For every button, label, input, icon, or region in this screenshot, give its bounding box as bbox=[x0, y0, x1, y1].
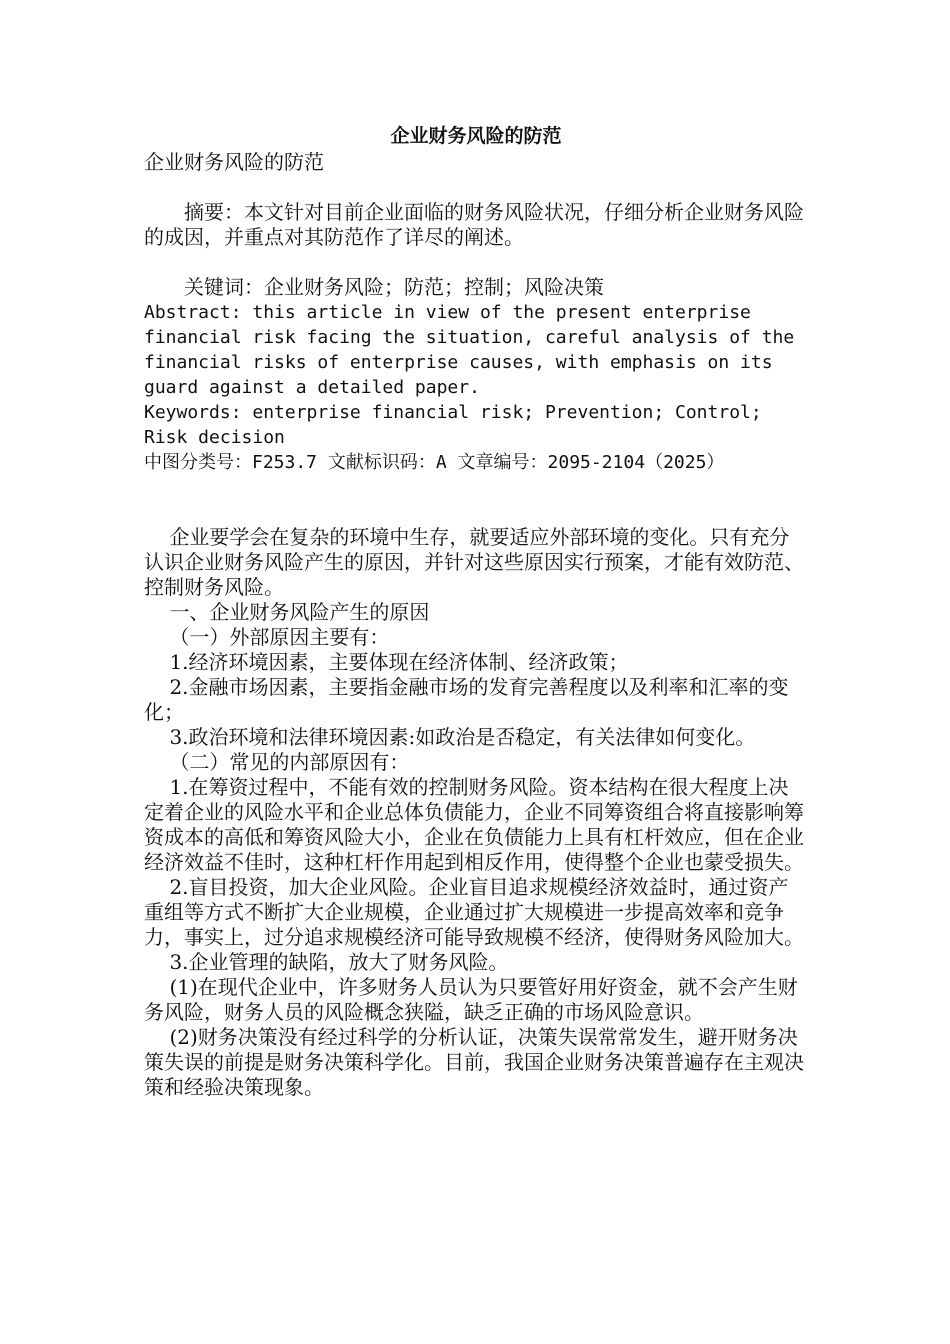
keywords-cn: 关键词：企业财务风险；防范；控制；风险决策 bbox=[144, 275, 604, 299]
abstract-en: Abstract: this article in view of the present enterprise financial risk facing the situation, careful analysis of the financial risks of enterprise causes, with emphasis on its guard against a detailed paper. bbox=[144, 302, 795, 398]
document-subtitle: 企业财务风险的防范 bbox=[144, 150, 324, 174]
list-item: 1.经济环境因素，主要体现在经济体制、经济政策； bbox=[144, 650, 629, 674]
list-item: 2.盲目投资，加大企业风险。企业盲目追求规模经济效益时，通过资产重组等方式不断扩大企业规模，企业通过扩大规模进一步提高效率和竞争力，事实上，过分追求规模经济可能导致规模不经济，使得财务风险加大。 bbox=[144, 875, 804, 949]
list-item: (1)在现代企业中，许多财务人员认为只要管好用好资金，就不会产生财务风险，财务人员的风险概念狭隘，缺乏正确的市场风险意识。 bbox=[144, 975, 798, 1024]
document-title: 企业财务风险的防范 bbox=[390, 125, 562, 147]
document-content bbox=[144, 122, 808, 1100]
section-heading: 一、企业财务风险产生的原因 bbox=[144, 600, 430, 624]
list-item: 3.政治环境和法律环境因素:如政治是否稳定，有关法律如何变化。 bbox=[144, 725, 756, 749]
keywords-en: Keywords: enterprise financial risk; Prevention; Control; Risk decision bbox=[144, 402, 762, 448]
subsection-heading: （二）常见的内部原因有： bbox=[144, 750, 410, 774]
abstract-cn: 摘要：本文针对目前企业面临的财务风险状况，仔细分析企业财务风险的成因，并重点对其防范作了详尽的阐述。 bbox=[144, 200, 804, 249]
list-item: 2.金融市场因素，主要指金融市场的发育完善程度以及利率和汇率的变化； bbox=[144, 675, 789, 724]
subsection-heading: （一）外部原因主要有： bbox=[144, 625, 390, 649]
list-item: 3.企业管理的缺陷，放大了财务风险。 bbox=[144, 950, 509, 974]
list-item: (2)财务决策没有经过科学的分析认证，决策失误常常发生，避开财务决策失误的前提是财务决策科学化。目前，我国企业财务决策普遍存在主观决策和经验决策现象。 bbox=[144, 1025, 804, 1099]
classification-line: 中图分类号：F253.7 文献标识码：A 文章编号：2095-2104（2025） bbox=[144, 452, 725, 473]
body-paragraph: 企业要学会在复杂的环境中生存，就要适应外部环境的变化。只有充分认识企业财务风险产生的原因，并针对这些原因实行预案，才能有效防范、控制财务风险。 bbox=[144, 525, 804, 599]
list-item: 1.在筹资过程中，不能有效的控制财务风险。资本结构在很大程度上决定着企业的风险水平和企业总体负债能力，企业不同筹资组合将直接影响筹资成本的高低和筹资风险大小，企业在负债能力上具有杠杆效应，但在企业经济效益不佳时，这种杠杆作用起到相反作用，使得整个企业也蒙受损失。 bbox=[144, 775, 804, 874]
